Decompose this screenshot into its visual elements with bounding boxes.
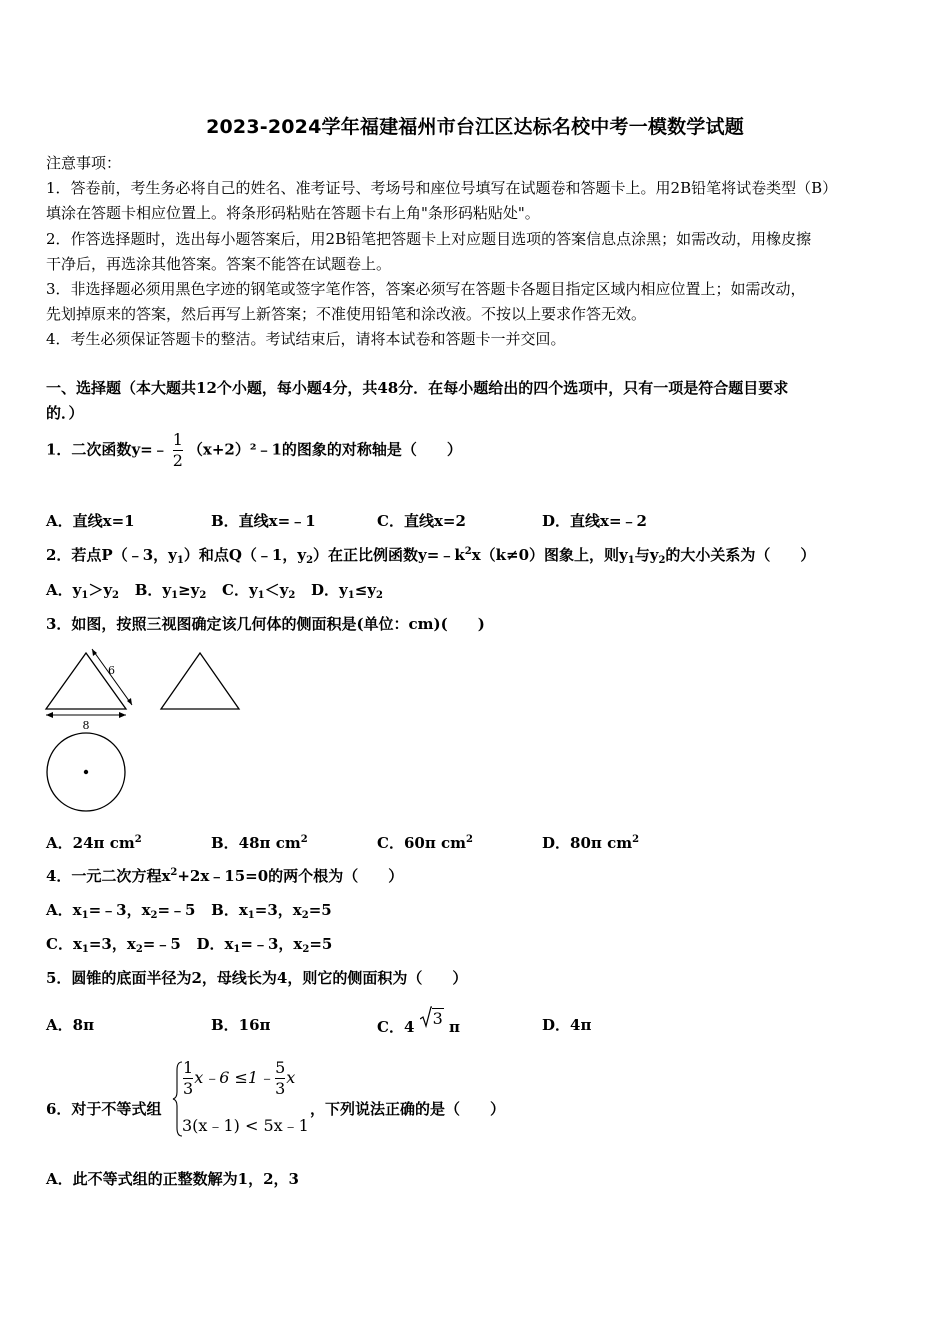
q5-option-b: B．16π: [211, 1016, 271, 1034]
q2-option-c: C．y: [222, 581, 258, 599]
q4-option-a-end: =﹣5: [157, 901, 196, 919]
q4-option-b-mid: =3，x: [254, 901, 302, 919]
q4-option-b-end: =5: [308, 901, 332, 919]
q6-inequality-row-1: [182, 1058, 295, 1099]
q2-sub: 1: [257, 590, 265, 601]
q6-prefix: 6．对于不等式组: [46, 1100, 162, 1118]
q2-sub: 1: [176, 555, 184, 566]
q3-option-d-text: D．80π cm: [542, 834, 633, 852]
q4-option-c: C．x: [46, 935, 82, 953]
q2-sub: 1: [347, 590, 355, 601]
q2-sub: 1: [627, 555, 635, 566]
section-heading-line1: 一、选择题（本大题共12个小题，每小题4分，共48分．在每小题给出的四个选项中，只有一项是符合题目要求: [46, 379, 789, 397]
q2-sub: 2: [112, 590, 120, 601]
q6-row1-end: x: [286, 1068, 296, 1087]
front-view-triangle: [46, 653, 126, 709]
q3-option-c-text: C．60π cm: [377, 834, 467, 852]
q4-sub: 1: [81, 910, 89, 921]
q1-option-c: C．直线x=2: [377, 512, 466, 530]
q4-sub: 1: [233, 944, 241, 955]
q4-option-d: D．x: [196, 935, 234, 953]
q3-option-b: [211, 832, 308, 853]
q4-sup: 2: [170, 867, 178, 878]
side-dimension-label: 6: [108, 664, 115, 677]
q2-text-e: 与y: [634, 546, 659, 564]
q2-text-d: x（k≠0）图象上，则y: [471, 546, 628, 564]
three-view-figure: [40, 645, 250, 815]
q4-options-cd: [46, 933, 332, 955]
notice-line-7: 4．考生必须保证答题卡的整洁。考试结束后，请将本试卷和答题卡一并交回。: [46, 330, 566, 348]
q4-option-b: B．x: [211, 901, 248, 919]
sqrt-sign-icon: [420, 1006, 432, 1028]
notice-line-3: 2．作答选择题时，选出每小题答案后，用2B铅笔把答题卡上对应题目选项的答案信息点涂黑；如需改动，用橡皮擦: [46, 230, 812, 248]
q6-frac-1-num: 1: [183, 1058, 194, 1077]
q4-option-a-mid: =﹣3，x: [88, 901, 151, 919]
q3-option-c: [377, 832, 473, 853]
q4-text-b: +2x﹣15=0的两个根为（ ）: [177, 867, 404, 885]
page-title: 2023-2024学年福建福州市台江区达标名校中考一模数学试题: [206, 116, 744, 138]
notice-line-2: 填涂在答题卡相应位置上。将条形码粘贴在答题卡右上角"条形码粘贴处"。: [46, 204, 540, 222]
q6-frac-1: [182, 1058, 194, 1099]
q2-option-c-rel: ＜y: [264, 581, 289, 599]
q2-text-b: ）和点Q（﹣1，y: [183, 546, 307, 564]
q5-option-d: D．4π: [542, 1016, 592, 1034]
q2-options: [46, 579, 383, 601]
q2-option-b-rel: ≥y: [178, 581, 200, 599]
q5-option-c: [377, 1009, 461, 1037]
question-2: [46, 544, 815, 566]
q2-sub: 2: [288, 590, 296, 601]
q4-options-ab: [46, 899, 332, 921]
q2-sub: 1: [81, 590, 89, 601]
q4-sub: 2: [150, 910, 158, 921]
q2-text-f: 的大小关系为（ ）: [665, 546, 816, 564]
question-3: 3．如图，按照三视图确定该几何体的侧面积是(单位：cm)( ): [46, 615, 485, 633]
q4-option-a: A．x: [46, 901, 82, 919]
q1-suffix: （x+2）²﹣1的图象的对称轴是（ ）: [187, 440, 462, 459]
q4-option-c-mid: =3，x: [88, 935, 136, 953]
q6-frac-2-den: 3: [275, 1079, 286, 1098]
q4-sub: 1: [247, 910, 255, 921]
q6-frac-2: [274, 1058, 286, 1099]
q1-prefix: 1．二次函数y=﹣: [46, 440, 168, 459]
q5-sqrt-value: 3: [432, 1009, 443, 1028]
q2-sub: 2: [375, 590, 383, 601]
q1-option-b: B．直线x=﹣1: [211, 512, 316, 530]
q2-sub: 2: [199, 590, 207, 601]
q5-option-c-text: C．4: [377, 1018, 415, 1036]
q3-sup: 2: [632, 834, 640, 845]
base-dimension-label: 8: [82, 719, 90, 732]
q1-frac-den: 2: [172, 451, 183, 470]
question-5: 5．圆锥的底面半径为2，母线长为4，则它的侧面积为（ ）: [46, 969, 468, 987]
top-view-center-dot: [84, 770, 88, 774]
q2-sub: 2: [658, 555, 666, 566]
q2-option-a-rel: ＞y: [88, 581, 113, 599]
notice-line-6: 先划掉原来的答案，然后再写上新答案；不准使用铅笔和涂改液。不按以上要求作答无效。: [46, 305, 647, 323]
q5-option-c-pi: π: [449, 1018, 461, 1036]
q6-frac-2-num: 5: [275, 1058, 286, 1077]
q6-inequality-row-2: 3(x﹣1) < 5x﹣1: [182, 1116, 309, 1135]
q2-sub: 1: [171, 590, 179, 601]
q6-row1-mid: x﹣6 ≤1﹣: [194, 1068, 275, 1087]
q1-option-a: A．直线x=1: [46, 512, 135, 530]
q2-text-a: 2．若点P（﹣3，y: [46, 546, 177, 564]
q1-option-d: D．直线x=﹣2: [542, 512, 647, 530]
section-heading-line2: 的．）: [46, 404, 84, 422]
q2-option-d: D．y: [310, 581, 348, 599]
q1-fraction: [172, 430, 184, 471]
q4-sub: 2: [135, 944, 143, 955]
q4-sub: 2: [301, 910, 309, 921]
notice-heading: 注意事项：: [46, 154, 122, 172]
q3-sup: 2: [300, 834, 308, 845]
q3-sup: 2: [134, 834, 142, 845]
q6-option-a: A．此不等式组的正整数解为1，2，3: [46, 1170, 299, 1188]
q4-option-d-mid: =﹣3，x: [240, 935, 303, 953]
q4-sub: 1: [81, 944, 89, 955]
question-1: [46, 430, 462, 471]
q2-text-c: ）在正比例函数y=﹣k: [313, 546, 465, 564]
q3-option-a: [46, 832, 142, 853]
q4-sub: 2: [302, 944, 310, 955]
q3-sup: 2: [466, 834, 473, 845]
notice-line-1: 1．答卷前，考生务必将自己的姓名、准考证号、考场号和座位号填写在试题卷和答题卡上。用2B铅笔将试卷类型（B）: [46, 179, 838, 197]
q5-sqrt: [420, 1006, 444, 1028]
q4-option-c-end: =﹣5: [142, 935, 181, 953]
side-view-triangle: [161, 653, 239, 709]
q3-option-a-text: A．24π cm: [46, 834, 135, 852]
q2-option-a: A．y: [46, 581, 82, 599]
q2-sub: 2: [306, 555, 314, 566]
notice-line-5: 3．非选择题必须用黑色字迹的钢笔或签字笔作答，答案必须写在答题卡各题目指定区域内相应位置上；如需改动，: [46, 280, 806, 298]
side-dimension-arrow: [92, 649, 132, 705]
q1-frac-num: 1: [172, 430, 183, 449]
q4-text-a: 4．一元二次方程x: [46, 867, 171, 885]
q2-option-b: B．y: [134, 581, 172, 599]
q4-option-d-end: =5: [309, 935, 333, 953]
q3-option-d: [542, 832, 639, 853]
q6-suffix: ，下列说法正确的是（ ）: [310, 1100, 506, 1118]
q3-option-b-text: B．48π cm: [211, 834, 301, 852]
notice-line-4: 干净后，再选涂其他答案。答案不能答在试题卷上。: [46, 255, 392, 273]
question-4: [46, 865, 403, 886]
q2-sup: 2: [464, 546, 472, 557]
q5-option-a: A．8π: [46, 1016, 95, 1034]
q2-option-d-rel: ≤y: [354, 581, 376, 599]
q6-frac-1-den: 3: [183, 1079, 194, 1098]
